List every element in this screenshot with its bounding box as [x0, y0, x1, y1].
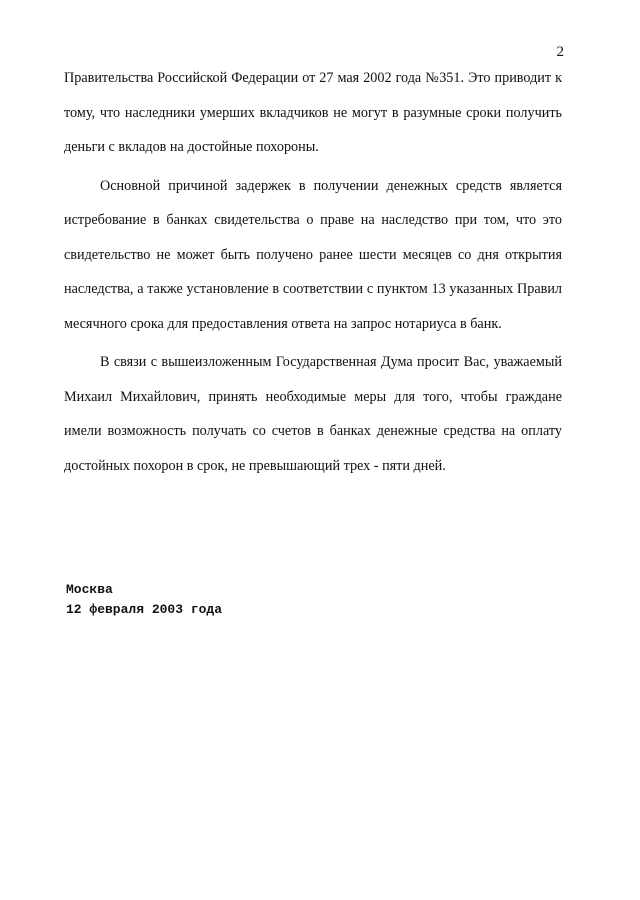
- paragraph-continuation: Правительства Российской Федерации от 27 мая 2002 года №351. Это приводит к тому, что наследники умерших вкладчиков не могут в разумные сроки получить деньги с вкладов на достойные похороны.: [64, 70, 562, 155]
- page-number: 2: [556, 44, 564, 60]
- paragraph-delay-reason: Основной причиной задержек в получении денежных средств является истребование в банках свидетельства о праве на наследство при том, что это свидетельство не может быть получено ранее шести месяцев со дня открытия наследства, а также установление в соответствии с пунктом 13 указанных Правил месячного срока для предоставления ответа на запрос нотариуса в банк.: [64, 177, 562, 332]
- signoff-city: Москва: [66, 582, 113, 597]
- signoff-block: [66, 580, 222, 620]
- document-body: [64, 61, 562, 483]
- signoff-date: 12 февраля 2003 года: [66, 602, 223, 617]
- paragraph-request: В связи с вышеизложенным Государственная Дума просит Вас, уважаемый Михаил Михайлович, принять необходимые меры для того, чтобы граждане имели возможность получать со счетов в банках денежные средства на оплату достойных похорон в срок, не превышающий трех - пяти дней.: [64, 354, 562, 474]
